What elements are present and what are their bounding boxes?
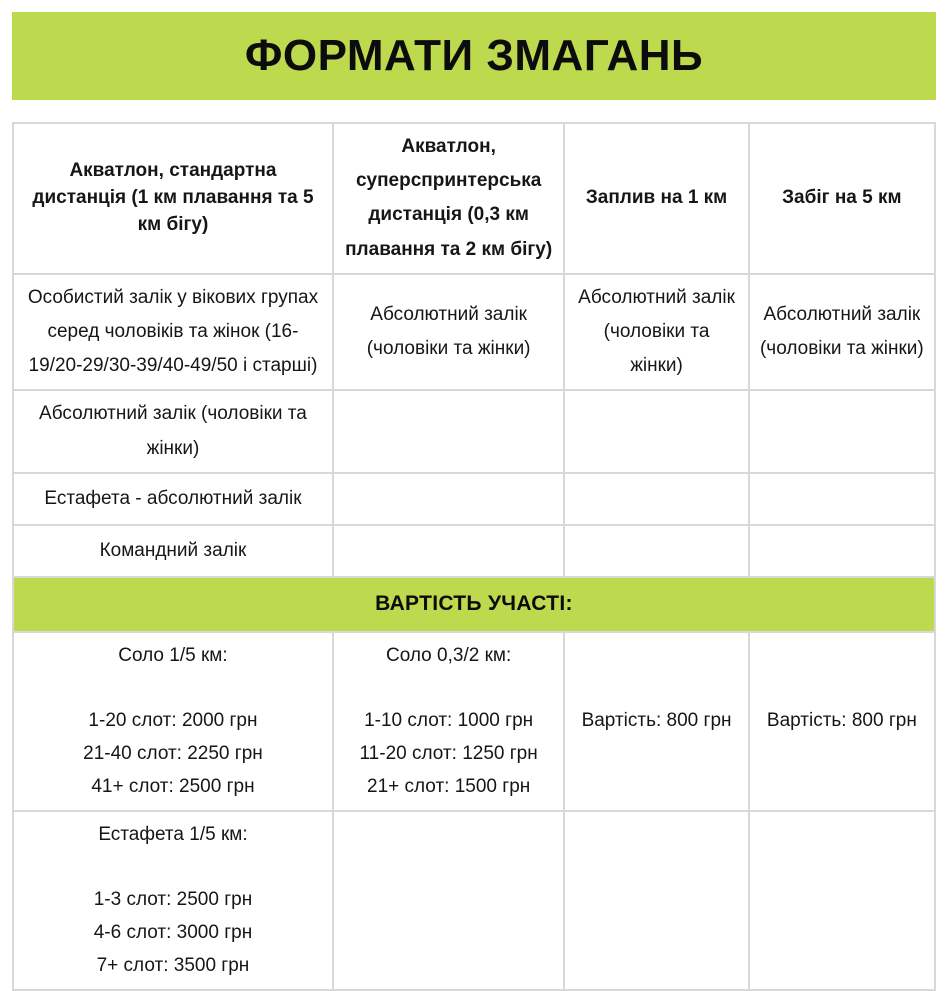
price-group-title: Соло 1/5 км: (118, 644, 228, 666)
price-line: 11-20 слот: 1250 грн (359, 743, 538, 765)
column-header-run-5km: Забіг на 5 км (749, 123, 935, 274)
cell-empty (564, 473, 748, 525)
price-group-title: Соло 0,3/2 км: (386, 644, 512, 666)
table-row (13, 525, 935, 577)
price-group (24, 639, 322, 804)
page-title: ФОРМАТИ ЗМАГАНЬ (244, 31, 704, 80)
cell-absolute-ranking: Абсолютний залік (чоловіки та жінки) (333, 274, 564, 391)
cell-price-solo-standard (13, 632, 333, 811)
price-line: 1-3 слот: 2500 грн (93, 888, 253, 910)
cell-team-ranking: Командний залік (13, 525, 333, 577)
price-line: 1-20 слот: 2000 грн (88, 709, 258, 731)
cell-empty (333, 390, 564, 472)
cell-price-swim: Вартість: 800 грн (564, 632, 748, 811)
competition-table-wrapper (12, 122, 936, 991)
header-banner (12, 12, 936, 100)
cell-empty (564, 390, 748, 472)
table-row (13, 274, 935, 391)
price-section-title: ВАРТІСТЬ УЧАСТІ: (13, 577, 935, 632)
column-header-aquathlon-supersprint: Акватлон, суперспринтерська дистанція (0,3 км плавання та 2 км бігу) (333, 123, 564, 274)
spacer (344, 672, 553, 704)
price-group-title: Естафета 1/5 км: (98, 823, 248, 845)
cell-empty (749, 473, 935, 525)
price-line: 41+ слот: 2500 грн (91, 776, 255, 798)
column-header-swim-1km: Заплив на 1 км (564, 123, 748, 274)
table-row (13, 390, 935, 472)
competition-formats-table (12, 122, 936, 991)
table-row (13, 811, 935, 990)
cell-price-run: Вартість: 800 грн (749, 632, 935, 811)
table-row (13, 473, 935, 525)
cell-empty (333, 473, 564, 525)
cell-empty (749, 811, 935, 990)
cell-empty (333, 811, 564, 990)
cell-age-groups: Особистий залік у вікових групах серед чоловіків та жінок (16-19/20-29/30-39/40-49/50 і старші) (13, 274, 333, 391)
price-line: 21+ слот: 1500 грн (367, 776, 531, 798)
cell-relay-ranking: Естафета - абсолютний залік (13, 473, 333, 525)
cell-empty (749, 525, 935, 577)
header-row (13, 123, 935, 274)
price-line: 4-6 слот: 3000 грн (93, 922, 253, 944)
table-row (13, 632, 935, 811)
cell-absolute-ranking: Абсолютний залік (чоловіки та жінки) (13, 390, 333, 472)
cell-empty (749, 390, 935, 472)
column-header-aquathlon-standard: Акватлон, стандартна дистанція (1 км плавання та 5 км бігу) (13, 123, 333, 274)
price-section-row (13, 577, 935, 632)
cell-empty (564, 525, 748, 577)
cell-absolute-ranking: Абсолютний залік (чоловіки та жінки) (564, 274, 748, 391)
price-group (24, 818, 322, 983)
price-line: 7+ слот: 3500 грн (96, 955, 250, 977)
cell-empty (333, 525, 564, 577)
spacer (24, 672, 322, 704)
spacer (24, 851, 322, 883)
price-line: 1-10 слот: 1000 грн (364, 709, 534, 731)
cell-price-relay (13, 811, 333, 990)
cell-empty (564, 811, 748, 990)
cell-price-solo-supersprint (333, 632, 564, 811)
price-line: 21-40 слот: 2250 грн (83, 743, 263, 765)
cell-absolute-ranking: Абсолютний залік (чоловіки та жінки) (749, 274, 935, 391)
price-group (344, 639, 553, 804)
